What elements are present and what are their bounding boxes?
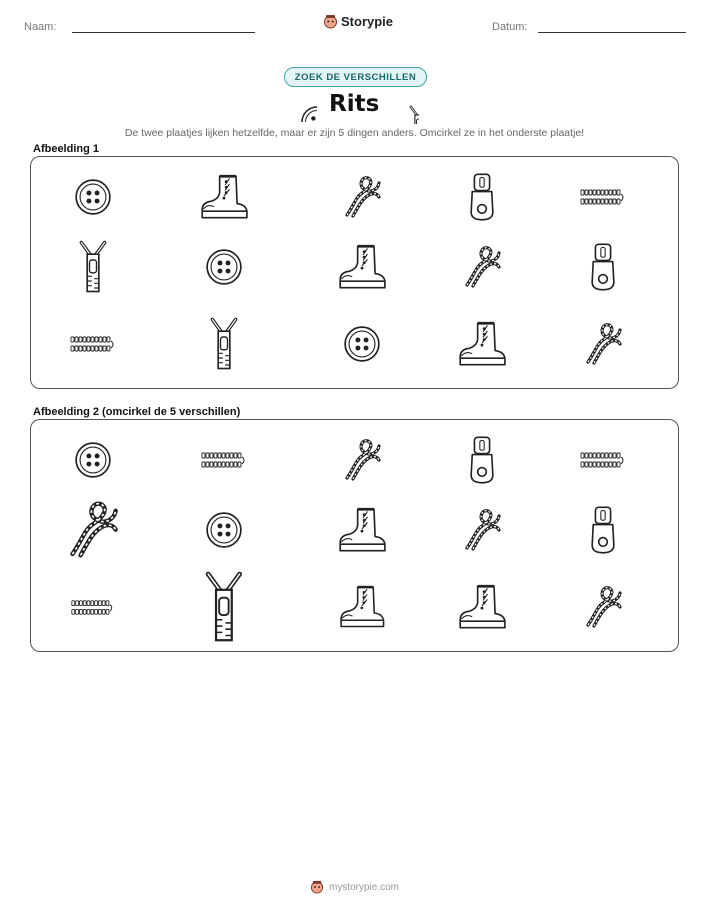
boot-icon[interactable] bbox=[339, 584, 385, 630]
brand-logo bbox=[323, 14, 393, 29]
brand-name: Storypie bbox=[341, 14, 394, 29]
boot-icon[interactable] bbox=[458, 583, 506, 631]
rope-icon[interactable] bbox=[460, 508, 504, 552]
rope-icon bbox=[340, 175, 384, 219]
boot-icon bbox=[338, 243, 386, 291]
boot-icon bbox=[458, 320, 506, 368]
instructions: De twee plaatjes lijken hetzelfde, maar er zijn 5 dingen anders. Omcirkel ze in het onderste plaatje! bbox=[124, 127, 585, 139]
section2-title: Afbeelding 2 (omcirkel de 5 verschillen) bbox=[33, 406, 241, 418]
picture-1-panel bbox=[30, 156, 679, 389]
section1-title: Afbeelding 1 bbox=[33, 143, 100, 155]
rope-icon bbox=[460, 245, 504, 289]
rope-icon[interactable] bbox=[63, 500, 122, 559]
rope-icon[interactable] bbox=[581, 585, 625, 629]
button-icon bbox=[344, 326, 380, 362]
boot-icon bbox=[200, 173, 248, 221]
zipper-pull-icon[interactable] bbox=[590, 505, 616, 555]
date-line bbox=[538, 32, 686, 33]
storypie-mascot-icon bbox=[323, 14, 338, 29]
title-button-icon bbox=[285, 90, 317, 122]
zipper-pull-icon[interactable] bbox=[469, 435, 495, 485]
title-zipper-icon bbox=[395, 88, 419, 124]
zipper-icon bbox=[210, 315, 238, 373]
date-label: Datum: bbox=[492, 21, 528, 33]
button-icon[interactable] bbox=[206, 512, 242, 548]
footer bbox=[0, 880, 709, 894]
button-icon[interactable] bbox=[75, 442, 111, 478]
button-icon bbox=[206, 249, 242, 285]
activity-badge: ZOEK DE VERSCHILLEN bbox=[284, 67, 427, 87]
zipper-icon[interactable] bbox=[205, 568, 243, 646]
zipper-pull-icon bbox=[590, 242, 616, 292]
zipper-tape-icon[interactable] bbox=[69, 598, 117, 617]
zipper-tape-icon bbox=[578, 187, 628, 207]
boot-icon[interactable] bbox=[338, 506, 386, 554]
zipper-icon bbox=[79, 238, 107, 296]
zipper-pull-icon bbox=[469, 172, 495, 222]
zipper-tape-icon bbox=[68, 334, 118, 354]
name-label: Naam: bbox=[24, 21, 57, 33]
name-line bbox=[72, 32, 255, 33]
picture-2-panel[interactable] bbox=[30, 419, 679, 652]
button-icon bbox=[75, 179, 111, 215]
rope-icon[interactable] bbox=[340, 438, 384, 482]
footer-url: mystorypie.com bbox=[328, 881, 399, 893]
page-title: Rits bbox=[329, 91, 380, 117]
rope-icon bbox=[581, 322, 625, 366]
storypie-mascot-icon bbox=[310, 880, 324, 894]
zipper-tape-icon[interactable] bbox=[578, 450, 628, 470]
zipper-tape-icon[interactable] bbox=[199, 450, 249, 470]
